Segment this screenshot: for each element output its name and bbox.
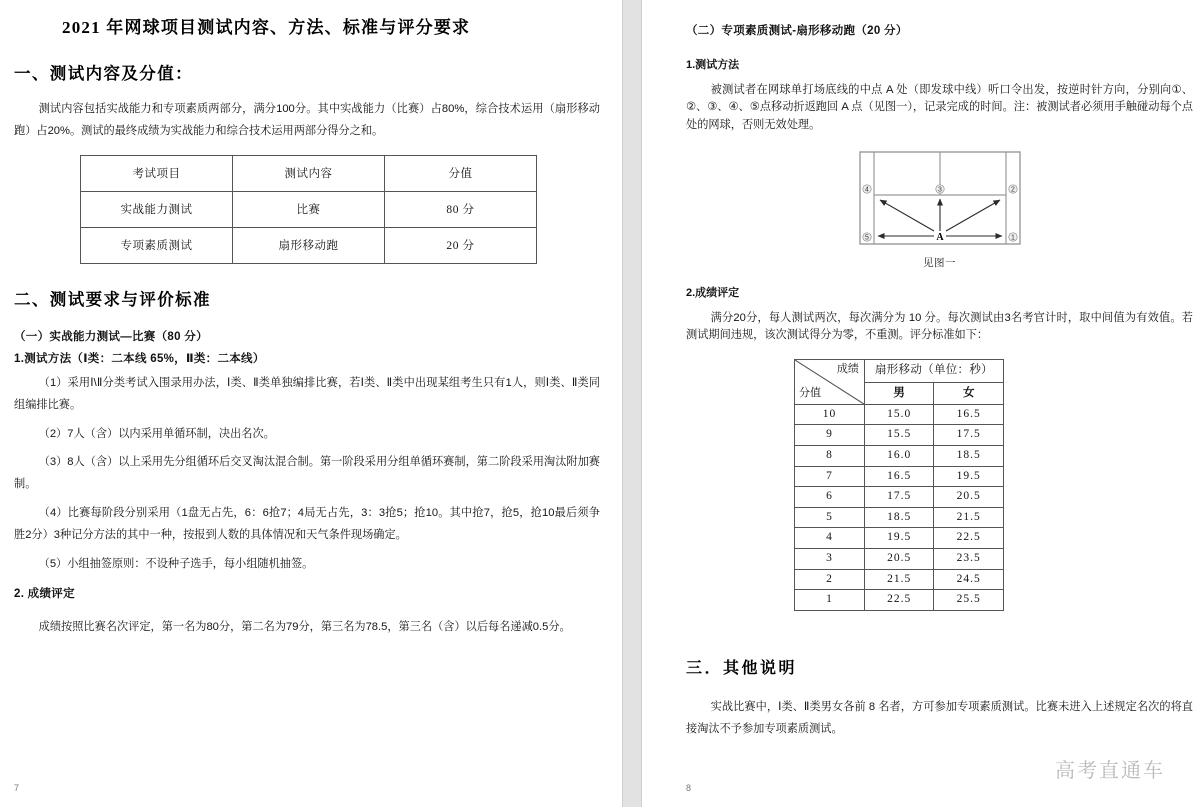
cell-points: 9 [795, 425, 865, 446]
fan-method-heading: 1.测试方法 [686, 59, 740, 71]
col-header-male: 男 [864, 382, 934, 404]
subsection-heading-a: （一）实战能力测试—比赛（80 分） [14, 330, 208, 343]
cell-points: 3 [795, 548, 865, 569]
cell-content: 比赛 [233, 191, 385, 227]
method-heading: 1.测试方法（Ⅰ类：二本线 65%，Ⅱ类：二本线） [14, 352, 265, 365]
section-heading-2: 二、测试要求与评价标准 [14, 289, 211, 309]
cell-male: 18.5 [864, 507, 934, 528]
cell-male: 20.5 [864, 548, 934, 569]
table-row [795, 548, 1004, 569]
cell-female: 16.5 [934, 404, 1004, 425]
cell-male: 15.0 [864, 404, 934, 425]
cell-male: 19.5 [864, 528, 934, 549]
col-header-score: 分值 [385, 155, 537, 191]
page-right [642, 0, 1193, 807]
page-number-right: 8 [686, 783, 692, 793]
cell-points: 2 [795, 569, 865, 590]
cell-female: 22.5 [934, 528, 1004, 549]
cell-male: 16.0 [864, 445, 934, 466]
cell-points: 10 [795, 404, 865, 425]
court-figure [686, 148, 1193, 270]
page-title: 2021 年网球项目测试内容、方法、标准与评分要求 [62, 18, 471, 37]
score-table-header-row [795, 359, 1004, 382]
cell-male: 21.5 [864, 569, 934, 590]
table-row [795, 487, 1004, 508]
table-row [795, 590, 1004, 611]
method-item-3: （3）8人（含）以上采用先分组循环后交叉淘汰混合制。第一阶段采用分组单循环赛制，第二阶段采用淘汰附加赛制。 [14, 456, 600, 491]
cell-points: 5 [795, 507, 865, 528]
table-row [795, 425, 1004, 446]
fan-score-standard-table [794, 359, 1004, 611]
cell-female: 20.5 [934, 487, 1004, 508]
cell-points: 7 [795, 466, 865, 487]
cell-female: 23.5 [934, 548, 1004, 569]
grade-paragraph: 成绩按照比赛名次评定，第一名为80分，第二名为79分，第三名为78.5，第三名（含）以后每名递减0.5分。 [38, 621, 571, 634]
table-row [795, 528, 1004, 549]
svg-text:1: 1 [1010, 234, 1015, 242]
svg-text:2: 2 [1010, 186, 1015, 194]
svg-text:3: 3 [937, 186, 942, 194]
cell-subject: 专项素质测试 [81, 227, 233, 263]
cell-female: 19.5 [934, 466, 1004, 487]
cell-female: 18.5 [934, 445, 1004, 466]
section-heading-1: 一、测试内容及分值： [14, 64, 193, 83]
method-item-1: （1）采用Ⅰ\Ⅱ分类考试入围录用办法，Ⅰ类、Ⅱ类单独编排比赛，若Ⅰ类、Ⅱ类中出现某组考生只有1人，则Ⅰ类、Ⅱ类同组编排比赛。 [14, 376, 600, 412]
section-heading-3: 三．其他说明 [686, 659, 798, 677]
score-table-span-header: 扇形移动（单位：秒） [864, 359, 1003, 382]
fan-grade-paragraph: 满分20分，每人测试两次，每次满分为 10 分。每次测试由3名考官计时，取中间值为有效值。若测试期间违规，该次测试得分为零，不重测。评分标准如下： [686, 312, 1193, 342]
watermark: 高考直通车 [1055, 760, 1165, 782]
cell-female: 21.5 [934, 507, 1004, 528]
cell-male: 17.5 [864, 487, 934, 508]
svg-text:4: 4 [864, 186, 869, 194]
cell-female: 17.5 [934, 425, 1004, 446]
cell-score: 20 分 [385, 227, 537, 263]
cell-score: 80 分 [385, 191, 537, 227]
cell-male: 22.5 [864, 590, 934, 611]
col-header-subject: 考试项目 [81, 155, 233, 191]
method-item-2: （2）7人（含）以内采用单循环制，决出名次。 [38, 427, 275, 440]
table-row [795, 507, 1004, 528]
cell-points: 4 [795, 528, 865, 549]
fan-grade-heading: 2.成绩评定 [686, 287, 740, 300]
cell-points: 8 [795, 445, 865, 466]
col-header-female: 女 [934, 382, 1004, 404]
table-row [795, 569, 1004, 590]
section3-paragraph: 实战比赛中，Ⅰ类、Ⅱ类男女各前 8 名者，方可参加专项素质测试。比赛未进入上述规定名次的将直接淘汰不予参加专项素质测试。 [686, 700, 1193, 736]
page-number-left: 7 [14, 783, 20, 793]
cell-content: 扇形移动跑 [233, 227, 385, 263]
diag-label-bottom: 分值 [799, 387, 821, 400]
page-gutter [622, 0, 642, 807]
table-header-row [81, 155, 537, 191]
cell-male: 15.5 [864, 425, 934, 446]
figure-caption: 见图一 [923, 257, 956, 270]
content-score-table [80, 155, 537, 264]
table-row [81, 191, 537, 227]
tennis-court-diagram [854, 148, 1026, 248]
cell-female: 25.5 [934, 590, 1004, 611]
method-item-5: （5）小组抽签原则：不设种子选手，每小组随机抽签。 [38, 557, 314, 570]
cell-subject: 实战能力测试 [81, 191, 233, 227]
fan-method-paragraph: 被测试者在网球单打场底线的中点 A 处（即发球中线）听口令出发，按逆时针方向，分别向①、②、③、④、⑤点移动折返跑回 A 点（见图一），记录完成的时间。注：被测试者必须用手触碰动每个点处的网球，否则无效处理。 [686, 84, 1193, 131]
diag-label-top: 成绩 [836, 362, 859, 375]
cell-male: 16.5 [864, 466, 934, 487]
cell-female: 24.5 [934, 569, 1004, 590]
grade-heading: 2. 成绩评定 [14, 588, 75, 601]
table-row [795, 466, 1004, 487]
cell-points: 6 [795, 487, 865, 508]
court-center-label: A [935, 232, 944, 244]
table-row [81, 227, 537, 263]
diagonal-header-cell [795, 359, 865, 404]
section1-paragraph: 测试内容包括实战能力和专项素质两部分，满分100分。其中实战能力（比赛）占80%，综合技术运用（扇形移动跑）占20%。测试的最终成绩为实战能力和综合技术运用两部分得分之和。 [14, 103, 600, 138]
table-row [795, 404, 1004, 425]
table-row [795, 445, 1004, 466]
subsection-heading-b: （二）专项素质测试-扇形移动跑（20 分） [686, 25, 908, 37]
cell-points: 1 [795, 590, 865, 611]
col-header-content: 测试内容 [233, 155, 385, 191]
method-item-4: （4）比赛每阶段分别采用（1盘无占先，6：6抢7；4局无占先，3：3抢5；抢10。其中抢7，抢5，抢10最后须争胜2分）3种记分方法的其中一种，按报到人数的具体情况和天气条件现场确定。 [14, 506, 600, 542]
svg-text:5: 5 [864, 234, 869, 242]
